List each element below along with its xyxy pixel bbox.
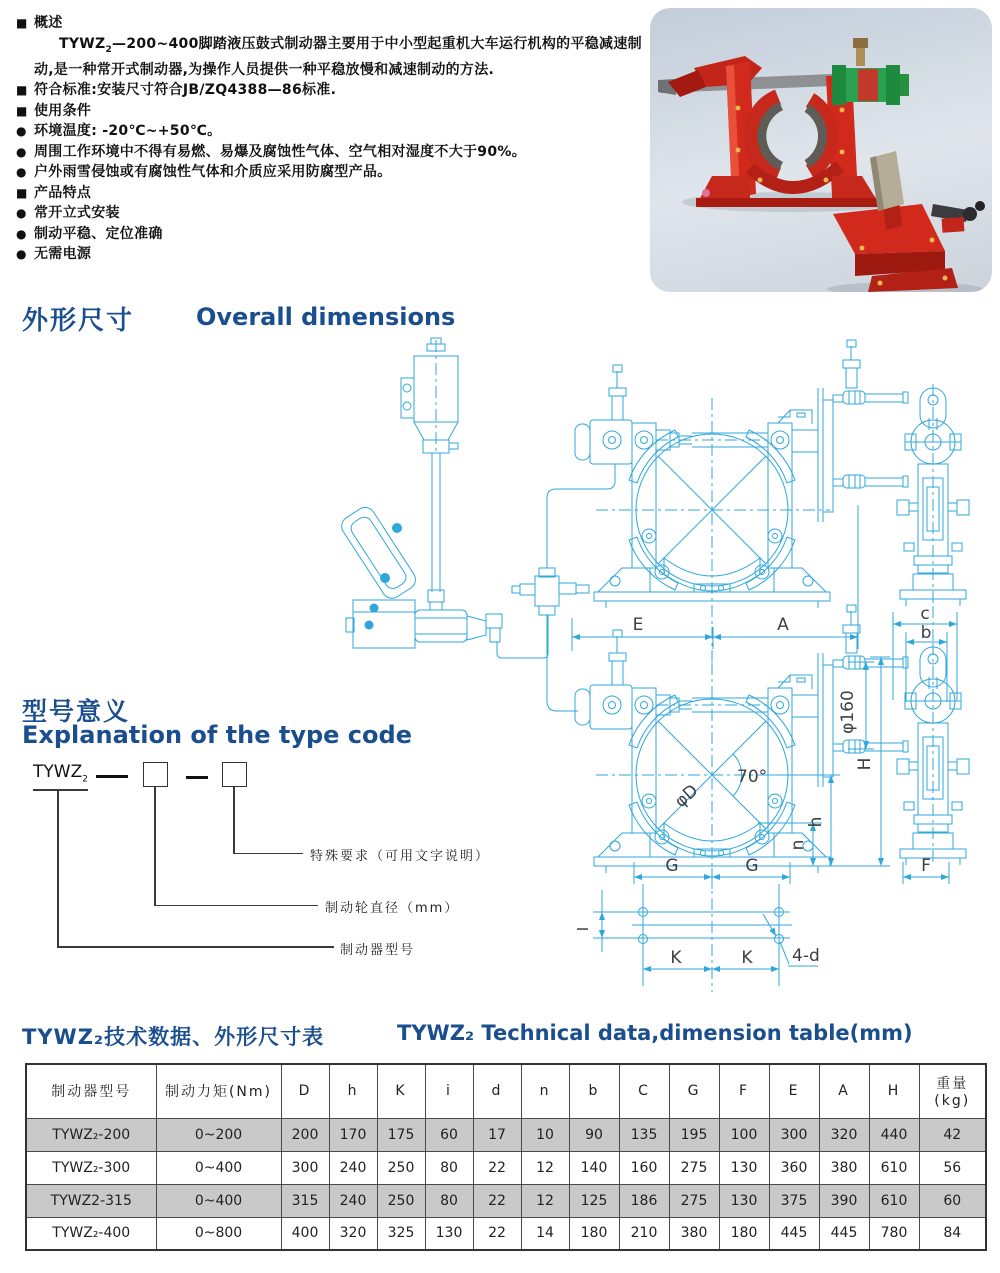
intro-item [16,101,661,122]
brake-body-photo [658,38,909,207]
spec-table [25,1063,987,1251]
col-header-15: 重量(kg) [919,1064,986,1118]
table-row [26,1118,986,1151]
dimension-lines-row1 [572,505,957,702]
value-cell: 180 [569,1217,619,1250]
product-photo-image [650,8,992,292]
brake-side-view-drawing [897,384,969,606]
intro-item [16,162,661,183]
value-cell: 315 [281,1184,329,1217]
intro-item-label: 制动平稳、定位准确 [34,225,163,242]
value-cell: 60 [425,1118,473,1151]
callout-line [233,787,235,854]
value-cell: 0~800 [156,1217,281,1250]
value-cell: 12 [521,1151,569,1184]
value-cell: 610 [869,1151,919,1184]
value-cell: 60 [919,1184,986,1217]
intro-paragraph: $TYWZ_2—200\sim 400$脚踏液压鼓式制动器主要用于中小型起重机大车运行机构的平稳减速制动,是一种常开式制动器,为操作人员提供一种平稳放慢和减速制动的方法. [34,35,642,78]
callout-brake-model: 制动器型号 [340,943,416,958]
dim-label-n: n [788,839,808,851]
value-cell: 10 [521,1118,569,1151]
circle-bullet-icon: ● [16,206,27,221]
callout-wheel-diameter: 制动轮直径（mm） [325,901,460,916]
callout-line [233,853,303,855]
square-bullet-icon: ■ [16,103,28,118]
value-cell: 80 [425,1151,473,1184]
table-title-cn: TYWZ₂技术数据、外形尺寸表 [22,1025,325,1049]
col-header-5: i [425,1064,473,1118]
value-cell: 22 [473,1217,521,1250]
brake-side-view-dimensioned [897,643,969,865]
intro-item-label: 周围工作环境中不得有易燃、易爆及腐蚀性气体、空气相对湿度不大于90%。 [34,143,527,160]
value-cell: 0~400 [156,1184,281,1217]
value-cell: 250 [377,1184,425,1217]
dimensions-title-cn: 外形尺寸 [22,306,135,336]
table-row [26,1184,986,1217]
intro-item-label: 产品特点 [34,184,92,201]
value-cell: 610 [869,1184,919,1217]
model-cell: TYWZ₂-200 [26,1118,156,1151]
square-bullet-icon: ■ [16,185,28,200]
value-cell: 320 [329,1217,377,1250]
table-row [26,1151,986,1184]
circle-bullet-icon: ● [16,165,27,180]
intro-item [16,183,661,204]
value-cell: 56 [919,1151,986,1184]
value-cell: 186 [619,1184,669,1217]
intro-item-label: 常开立式安装 [34,205,120,222]
intro-item [16,224,661,245]
table-body [26,1118,986,1250]
table-header-row [26,1064,986,1118]
dim-label-I: I [574,926,592,932]
value-cell: 300 [281,1151,329,1184]
model-cell: TYWZ₂-400 [26,1217,156,1250]
value-cell: 0~400 [156,1151,281,1184]
value-cell: 130 [425,1217,473,1250]
dim-label-G: G [745,856,759,876]
model-cell: TYWZ2-315 [26,1184,156,1217]
col-header-10: G [669,1064,719,1118]
col-header-2: D [281,1064,329,1118]
value-cell: 22 [473,1184,521,1217]
value-cell: 300 [769,1118,819,1151]
dim-label-F: F [921,856,931,876]
value-cell: 195 [669,1118,719,1151]
col-header-8: b [569,1064,619,1118]
col-header-1: 制动力矩(Nm) [156,1064,281,1118]
value-cell: 135 [619,1118,669,1151]
value-cell: 160 [619,1151,669,1184]
intro-list [16,13,661,265]
value-cell: 12 [521,1184,569,1217]
dim-label-K: K [670,948,682,968]
value-cell: 84 [919,1217,986,1250]
dim-label-c: c [920,604,930,624]
col-header-4: K [377,1064,425,1118]
value-cell: 240 [329,1184,377,1217]
circle-bullet-icon: ● [16,247,27,262]
dim-label-K: K [741,948,753,968]
pedal-assembly-drawing [338,338,615,711]
dim-label-A: A [777,615,789,635]
callout-line [154,787,156,906]
col-header-3: h [329,1064,377,1118]
value-cell: 380 [819,1151,869,1184]
value-cell: 240 [329,1151,377,1184]
value-cell: 210 [619,1217,669,1250]
col-header-14: H [869,1064,919,1118]
value-cell: 125 [569,1184,619,1217]
intro-item-label: 户外雨雪侵蚀或有腐蚀性气体和介质应采用防腐型产品。 [34,164,392,181]
intro-item [16,121,661,142]
col-header-12: E [769,1064,819,1118]
dim-label-4d: 4-d [792,946,820,966]
value-cell: 380 [669,1217,719,1250]
circle-bullet-icon: ● [16,144,27,159]
callout-line [154,905,318,907]
col-header-13: A [819,1064,869,1118]
value-cell: 445 [819,1217,869,1250]
type-code-dash [186,776,208,779]
value-cell: 140 [569,1151,619,1184]
value-cell: 175 [377,1118,425,1151]
value-cell: 130 [719,1184,769,1217]
intro-item [16,80,661,101]
value-cell: 42 [919,1118,986,1151]
value-cell: 390 [819,1184,869,1217]
value-cell: 320 [819,1118,869,1151]
value-cell: 400 [281,1217,329,1250]
value-cell: 80 [425,1184,473,1217]
model-cell: TYWZ₂-300 [26,1151,156,1184]
intro-item [16,142,661,163]
callout-line [57,946,334,948]
dimensions-title-en: Overall dimensions [196,303,456,331]
value-cell: 780 [869,1217,919,1250]
circle-bullet-icon: ● [16,226,27,241]
dim-label-phi160: φ160 [838,690,858,734]
intro-item-label: 环境温度: -20℃~+50℃。 [34,123,222,140]
dim-label-G: G [665,856,679,876]
type-code-underline [33,789,88,791]
value-cell: 200 [281,1118,329,1151]
type-code-title-cn: 型号意义 [22,697,131,726]
intro-item [16,244,661,265]
intro-item-label: 符合标准:安装尺寸符合JB/ZQ4388—86标准. [34,82,337,99]
col-header-11: F [719,1064,769,1118]
type-code-dash [96,775,128,778]
dim-label-70deg: 70° [737,767,768,787]
value-cell: 22 [473,1151,521,1184]
intro-item-label: 使用条件 [34,102,92,119]
square-bullet-icon: ■ [16,83,28,98]
table-row [26,1217,986,1250]
value-cell: 90 [569,1118,619,1151]
value-cell: 170 [329,1118,377,1151]
dim-label-E: E [632,615,644,635]
dim-label-h: h [806,816,826,828]
value-cell: 14 [521,1217,569,1250]
square-bullet-icon: ■ [16,16,28,30]
table-title-en: TYWZ₂ Technical data,dimension table(mm) [397,1021,913,1045]
value-cell: 275 [669,1151,719,1184]
type-code-box-diameter [143,762,168,787]
col-header-6: d [473,1064,521,1118]
intro-item-label: 无需电源 [34,246,92,263]
dim-label-b: b [920,623,932,643]
value-cell: 17 [473,1118,521,1151]
dimension-drawings [0,335,1000,1010]
callout-line [57,789,59,947]
intro-item-label: 概述 [34,15,63,31]
value-cell: 325 [377,1217,425,1250]
callout-special-requirements: 特殊要求（可用文字说明） [310,849,491,864]
intro-item [16,203,661,224]
value-cell: 0~200 [156,1118,281,1151]
type-code-model: $TYWZ_2$ [33,762,88,785]
intro-item [16,13,661,34]
value-cell: 130 [719,1151,769,1184]
value-cell: 275 [669,1184,719,1217]
value-cell: 445 [769,1217,819,1250]
product-photo [650,8,992,292]
circle-bullet-icon: ● [16,124,27,139]
dim-label-H: H [855,757,875,771]
value-cell: 360 [769,1151,819,1184]
col-header-9: C [619,1064,669,1118]
type-code-box-special [222,762,247,787]
col-header-0: 制动器型号 [26,1064,156,1118]
value-cell: 180 [719,1217,769,1250]
value-cell: 440 [869,1118,919,1151]
type-code-title-en: Explanation of the type code [22,721,412,749]
value-cell: 375 [769,1184,819,1217]
value-cell: 100 [719,1118,769,1151]
mounting-plan-view [593,875,818,992]
col-header-7: n [521,1064,569,1118]
value-cell: 250 [377,1151,425,1184]
dim-label-phiD: φD [670,780,703,812]
